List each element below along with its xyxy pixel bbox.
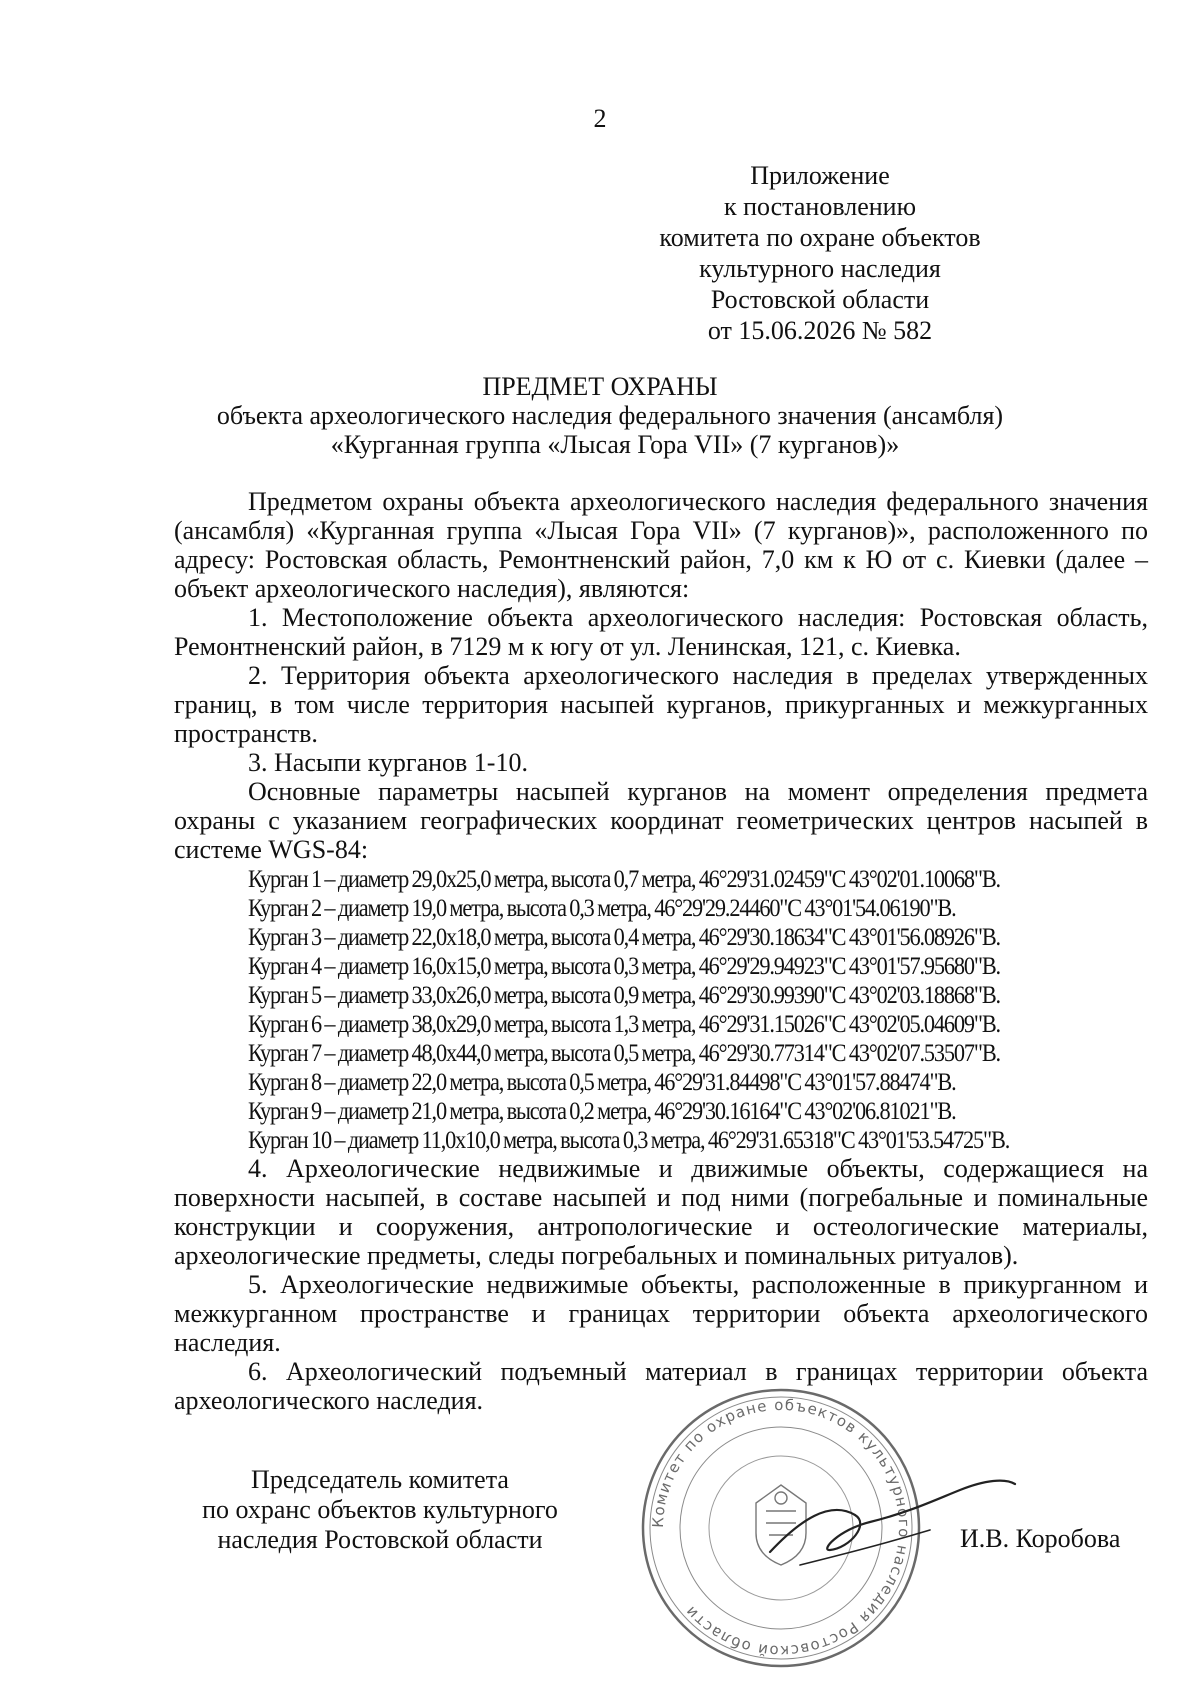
item-2-paragraph: 2. Территория объекта археологического наследия в пределах утвержденных границ, в том числе территория насыпей курганов, прикурганных и межкурганных пространств. [174,661,1148,748]
title-subheading: объекта археологического наследия федерального значения (ансамбля) [216,401,1004,430]
signatory-position [170,1465,590,1555]
params-paragraph: Основные параметры насыпей курганов на момент определения предмета охраны с указанием географических координат геометрических центров насыпей в системе WGS-84: [174,777,1148,864]
title-object-name: «Курганная группа «Лысая Гора VII» (7 курганов)» [330,430,900,459]
item-6-paragraph: 6. Археологический подъемный материал в границах территории объекта археологического наследия. [174,1357,1148,1415]
appendix-line: комитета по охране объектов [659,223,981,252]
kurgan-line: Курган 9 – диаметр 21,0 метра, высота 0,2 метра, 46°29'30.16164"С 43°02'06.81021"В. [248,1096,956,1125]
appendix-line: к постановлению [723,192,917,221]
kurgan-line: Курган 6 – диаметр 38,0x29,0 метра, высота 1,3 метра, 46°29'31.15026"С 43°02'05.04609"В. [248,1009,1000,1038]
kurgan-line: Курган 10 – диаметр 11,0x10,0 метра, высота 0,3 метра, 46°29'31.65318"С 43°01'53.54725"В. [248,1125,1010,1154]
item-4-paragraph: 4. Археологические недвижимые и движимые объекты, содержащиеся на поверхности насыпей, в составе насыпей и под ними (погребальные и поминальные конструкции и сооружения, антропологические и остеологические материалы, археологические предметы, следы погребальных и поминальных ритуалов). [174,1154,1148,1270]
kurgan-line: Курган 5 – диаметр 33,0x26,0 метра, высота 0,9 метра, 46°29'30.99390"С 43°02'03.18868"В. [248,980,1000,1009]
signatory-name: И.В. Коробова [960,1524,1121,1553]
kurgan-line: Курган 8 – диаметр 22,0 метра, высота 0,5 метра, 46°29'31.84498"С 43°01'57.88474"В. [248,1067,956,1096]
kurgan-line: Курган 3 – диаметр 22,0x18,0 метра, высота 0,4 метра, 46°29'30.18634"С 43°01'56.08926"В. [248,922,1000,951]
item-5-paragraph: 5. Археологические недвижимые объекты, расположенные в прикурганном и межкурганном пространстве и границах территории объекта археологического наследия. [174,1270,1148,1357]
seal-text: Комитет по охране объектов культурного наследия Ростовской области [648,1395,914,1661]
title-heading: ПРЕДМЕТ ОХРАНЫ [482,372,718,401]
kurgan-line: Курган 4 – диаметр 16,0x15,0 метра, высота 0,3 метра, 46°29'29.94923"С 43°01'57.95680"В. [248,951,1000,980]
appendix-line: от 15.06.2026 № 582 [707,316,933,345]
page-number: 2 [593,104,607,133]
appendix-line: Ростовской области [710,285,930,314]
kurgan-line: Курган 2 – диаметр 19,0 метра, высота 0,3 метра, 46°29'29.24460"С 43°01'54.06190"В. [248,893,956,922]
intro-paragraph: Предметом охраны объекта археологического наследия федерального значения (ансамбля) «Курганная группа «Лысая Гора VII» (7 курганов)», расположенного по адресу: Ростовская область, Ремонтненский район, 7,0 км к Ю от с. Киевки (далее – объект археологического наследия), являются: [174,487,1148,603]
kurgan-line: Курган 7 – диаметр 48,0x44,0 метра, высота 0,5 метра, 46°29'30.77314"С 43°02'07.53507"В. [248,1038,1000,1067]
signatory-line: по охранс объектов культурного [202,1495,558,1524]
item-1-paragraph: 1. Местоположение объекта археологического наследия: Ростовская область, Ремонтненский район, в 7129 м к югу от ул. Ленинская, 121, с. Киевка. [174,603,1148,661]
document-title [0,372,1200,459]
signatory-line: Председатель комитета [251,1465,509,1494]
appendix-header [550,160,1090,346]
handwritten-signature [760,1460,1020,1580]
signatory-line: наследия Ростовской области [217,1525,543,1554]
item-3-paragraph: 3. Насыпи курганов 1-10. [248,748,528,777]
appendix-line: культурного наследия [699,254,941,283]
document-body [174,487,1148,1415]
appendix-line: Приложение [750,161,890,190]
kurgan-line: Курган 1 – диаметр 29,0x25,0 метра, высота 0,7 метра, 46°29'31.02459"С 43°02'01.10068"В. [248,864,1000,893]
